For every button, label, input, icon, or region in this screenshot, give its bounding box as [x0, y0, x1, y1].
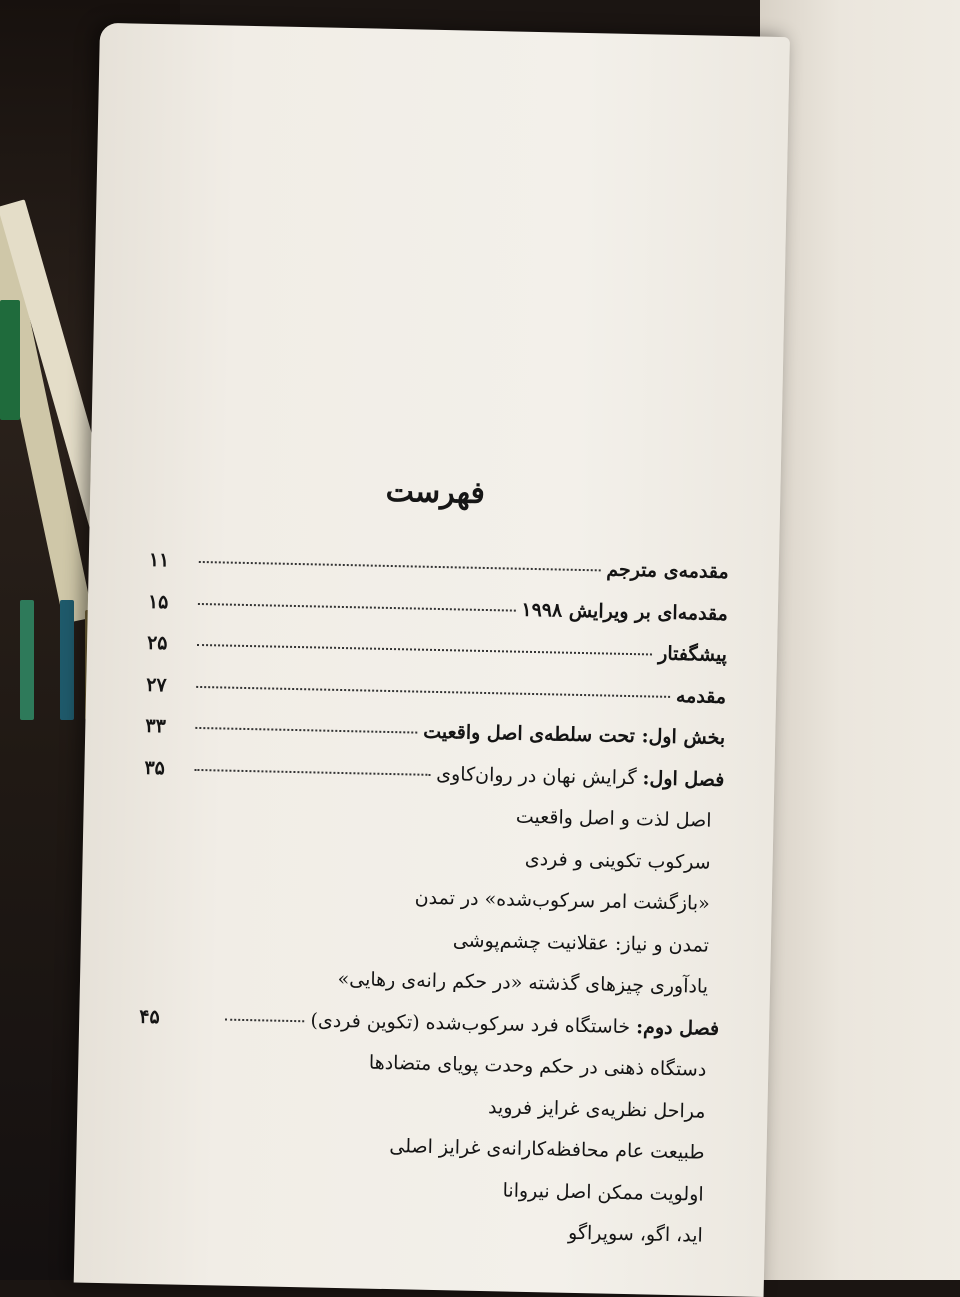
toc-entry-title — [436, 762, 725, 790]
book-page — [74, 23, 790, 1297]
toc-page-number: ۲۵ — [146, 631, 168, 655]
leader-dots — [195, 727, 417, 734]
page-title: فهرست — [385, 473, 486, 511]
toc-chapter-label: گرایش نهان در روان‌کاوی — [436, 762, 637, 789]
leader-dots — [225, 1018, 304, 1022]
toc-entry-title: یادآوری چیزهای گذشته «در حکم رانه‌ی رهایی» — [337, 967, 709, 998]
toc-page-number: ۱۵ — [147, 590, 169, 613]
leader-dots — [194, 768, 430, 775]
leader-dots — [199, 561, 601, 571]
facing-page — [760, 0, 960, 1280]
toc-entry-title: سرکوب تکوینی و فردی — [524, 847, 711, 874]
toc-chapter-prefix: فصل اول: — [642, 766, 725, 791]
toc-entry-title: اولویت ممکن اصل نیروانا — [502, 1178, 704, 1206]
toc-entry-title: اصل لذت و اصل واقعیت — [515, 805, 712, 832]
table-of-contents — [134, 549, 729, 1266]
toc-page-number: ۲۷ — [145, 673, 167, 696]
book-spine — [60, 600, 74, 720]
toc-entry-title: مقدمه — [675, 684, 727, 708]
toc-entry-title: بخش اول: تحت سلطه‌ی اصل واقعیت — [422, 720, 726, 750]
toc-entry-title: پیشگفتار — [657, 642, 728, 667]
toc-page-number: ۳۳ — [145, 714, 167, 738]
book-spine — [0, 300, 20, 420]
toc-chapter-label: خاستگاه فرد سرکوب‌شده (تکوین فردی) — [310, 1008, 631, 1038]
book-spine — [20, 600, 34, 720]
toc-entry-title: اید، اگو، سوپراگو — [567, 1221, 704, 1247]
toc-page-number: ۴۵ — [139, 1005, 160, 1028]
leader-dots — [197, 644, 652, 656]
toc-entry-title: «بازگشت امر سرکوب‌شده» در تمدن — [414, 886, 710, 915]
toc-entry-title: مقدمه‌ی مترجم — [606, 558, 729, 584]
toc-chapter-prefix: فصل دوم: — [635, 1015, 720, 1040]
leader-dots — [196, 685, 670, 697]
toc-entry-title: مقدمه‌ای بر ویرایش ۱۹۹۸ — [521, 598, 729, 625]
toc-page-number: ۱۱ — [148, 548, 170, 572]
toc-entry-title: طبیعت عام محافظه‌کارانه‌ی غرایز اصلی — [389, 1135, 705, 1164]
leader-dots — [198, 602, 516, 611]
toc-entry-title: تمدن و نیاز: عقلانیت چشم‌پوشی — [452, 928, 710, 957]
toc-page-number: ۳۵ — [144, 756, 166, 779]
toc-entry-title: مراحل نظریه‌ی غرایز فروید — [487, 1095, 706, 1123]
toc-entry-title: دستگاه ذهنی در حکم وحدت پویای متضادها — [368, 1051, 707, 1081]
